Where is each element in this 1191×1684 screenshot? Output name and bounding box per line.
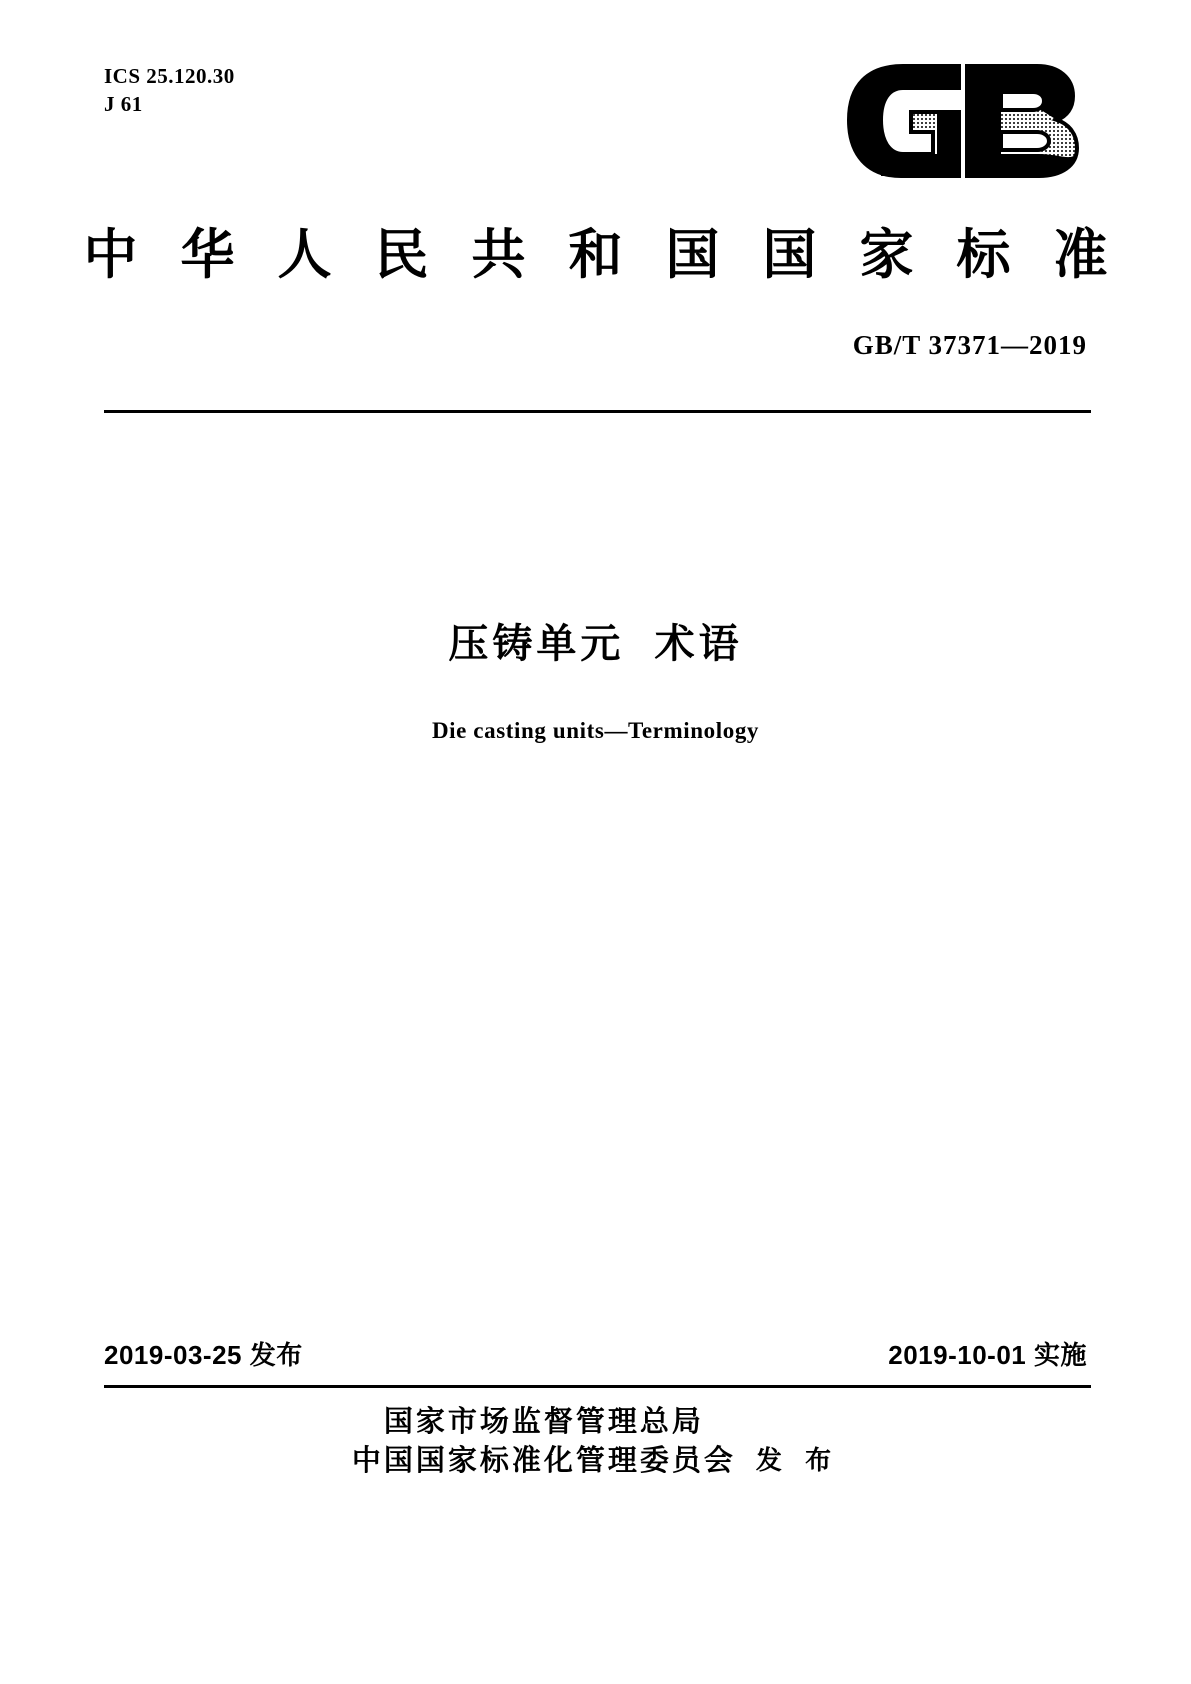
publisher-line-2: 中国国家标准化管理委员会 [351, 1445, 736, 1478]
publisher-verb: 发 布 [755, 1445, 840, 1476]
standard-number: GB/T 37371—2019 [852, 330, 1087, 360]
publisher-line-1: 国家市场监督管理总局 [383, 1406, 704, 1438]
ics-block [104, 62, 235, 119]
divider-top [104, 410, 1091, 413]
publisher-block [0, 1403, 1191, 1481]
issue-date: 2019-03-25 发布 [104, 1340, 303, 1370]
gb-logo-icon [841, 58, 1091, 188]
ics-code: ICS 25.120.30 [104, 64, 235, 88]
publisher-names [352, 1403, 736, 1481]
classification-code: J 61 [104, 92, 143, 117]
document-title-english: Die casting units—Terminology [431, 718, 760, 743]
divider-bottom [104, 1385, 1091, 1388]
document-title-chinese: 压铸单元 术语 [448, 622, 743, 666]
effective-date: 2019-10-01 实施 [888, 1340, 1087, 1370]
national-standard-title: 中 华 人 民 共 和 国 国 家 标 准 [83, 225, 1122, 285]
